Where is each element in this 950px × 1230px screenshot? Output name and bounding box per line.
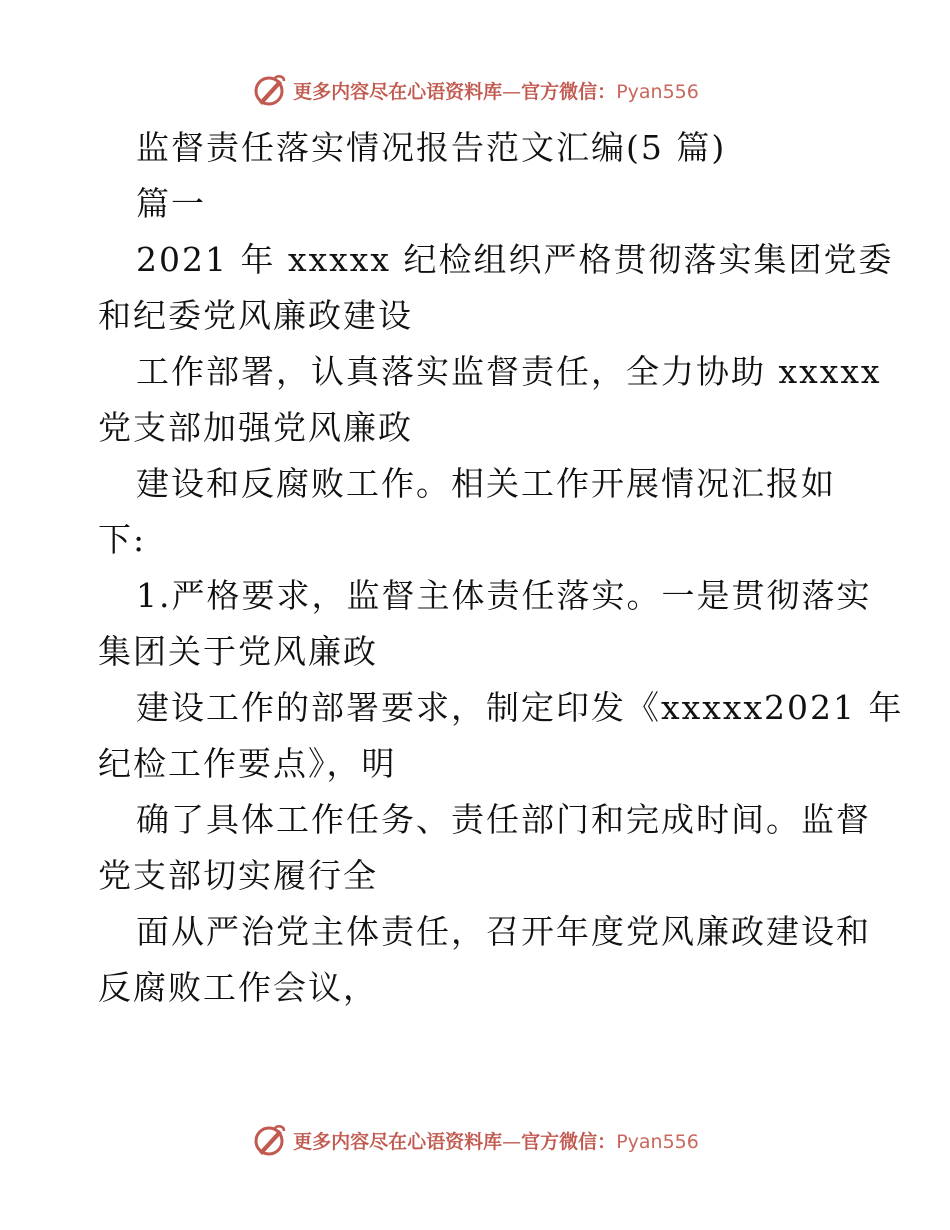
- header-watermark: [0, 70, 950, 110]
- watermark-contact-label: 官方微信：: [521, 80, 617, 103]
- document-line: 集团关于党风廉政: [98, 632, 378, 671]
- document-line: 1.严格要求，监督主体责任落实。一是贯彻落实: [136, 576, 872, 615]
- document-line: 2021 年 xxxxx 纪检组织严格贯彻落实集团党委: [136, 240, 894, 279]
- pen-logo-icon: [251, 72, 287, 108]
- document-line: 工作部署，认真落实监督责任，全力协助 xxxxx: [136, 352, 882, 391]
- document-line: 篇一: [136, 184, 206, 223]
- document-line: 确了具体工作任务、责任部门和完成时间。监督: [136, 800, 871, 839]
- document-line: 党支部加强党风廉政: [98, 408, 413, 447]
- document-line: 下:: [98, 520, 147, 559]
- watermark-separator: —: [502, 80, 522, 103]
- document-line: 党支部切实履行全: [98, 856, 378, 895]
- document-line: 建设工作的部署要求，制定印发《xxxxx2021 年: [136, 688, 904, 727]
- watermark-main-text: 更多内容尽在心语资料库: [293, 80, 503, 103]
- watermark-text: [293, 1127, 699, 1154]
- watermark-contact-id: Pyan556: [616, 1130, 699, 1153]
- document-line: 和纪委党风廉政建设: [98, 296, 413, 335]
- pen-logo-icon: [251, 1122, 287, 1158]
- document-line: 反腐败工作会议，: [98, 968, 378, 1007]
- document-line: 建设和反腐败工作。相关工作开展情况汇报如: [136, 464, 836, 503]
- watermark-main-text: 更多内容尽在心语资料库: [293, 1130, 503, 1153]
- watermark-group: [251, 1122, 699, 1158]
- watermark-text: [293, 77, 699, 104]
- watermark-contact-label: 官方微信：: [521, 1130, 617, 1153]
- footer-watermark: [0, 1120, 950, 1160]
- document-line: 纪检工作要点》，明: [98, 744, 397, 783]
- document-line: 监督责任落实情况报告范文汇编(5 篇): [136, 128, 727, 167]
- document-body: [98, 120, 904, 1016]
- watermark-separator: —: [502, 1130, 522, 1153]
- watermark-group: [251, 72, 699, 108]
- document-line: 面从严治党主体责任，召开年度党风廉政建设和: [136, 912, 871, 951]
- watermark-contact-id: Pyan556: [616, 80, 699, 103]
